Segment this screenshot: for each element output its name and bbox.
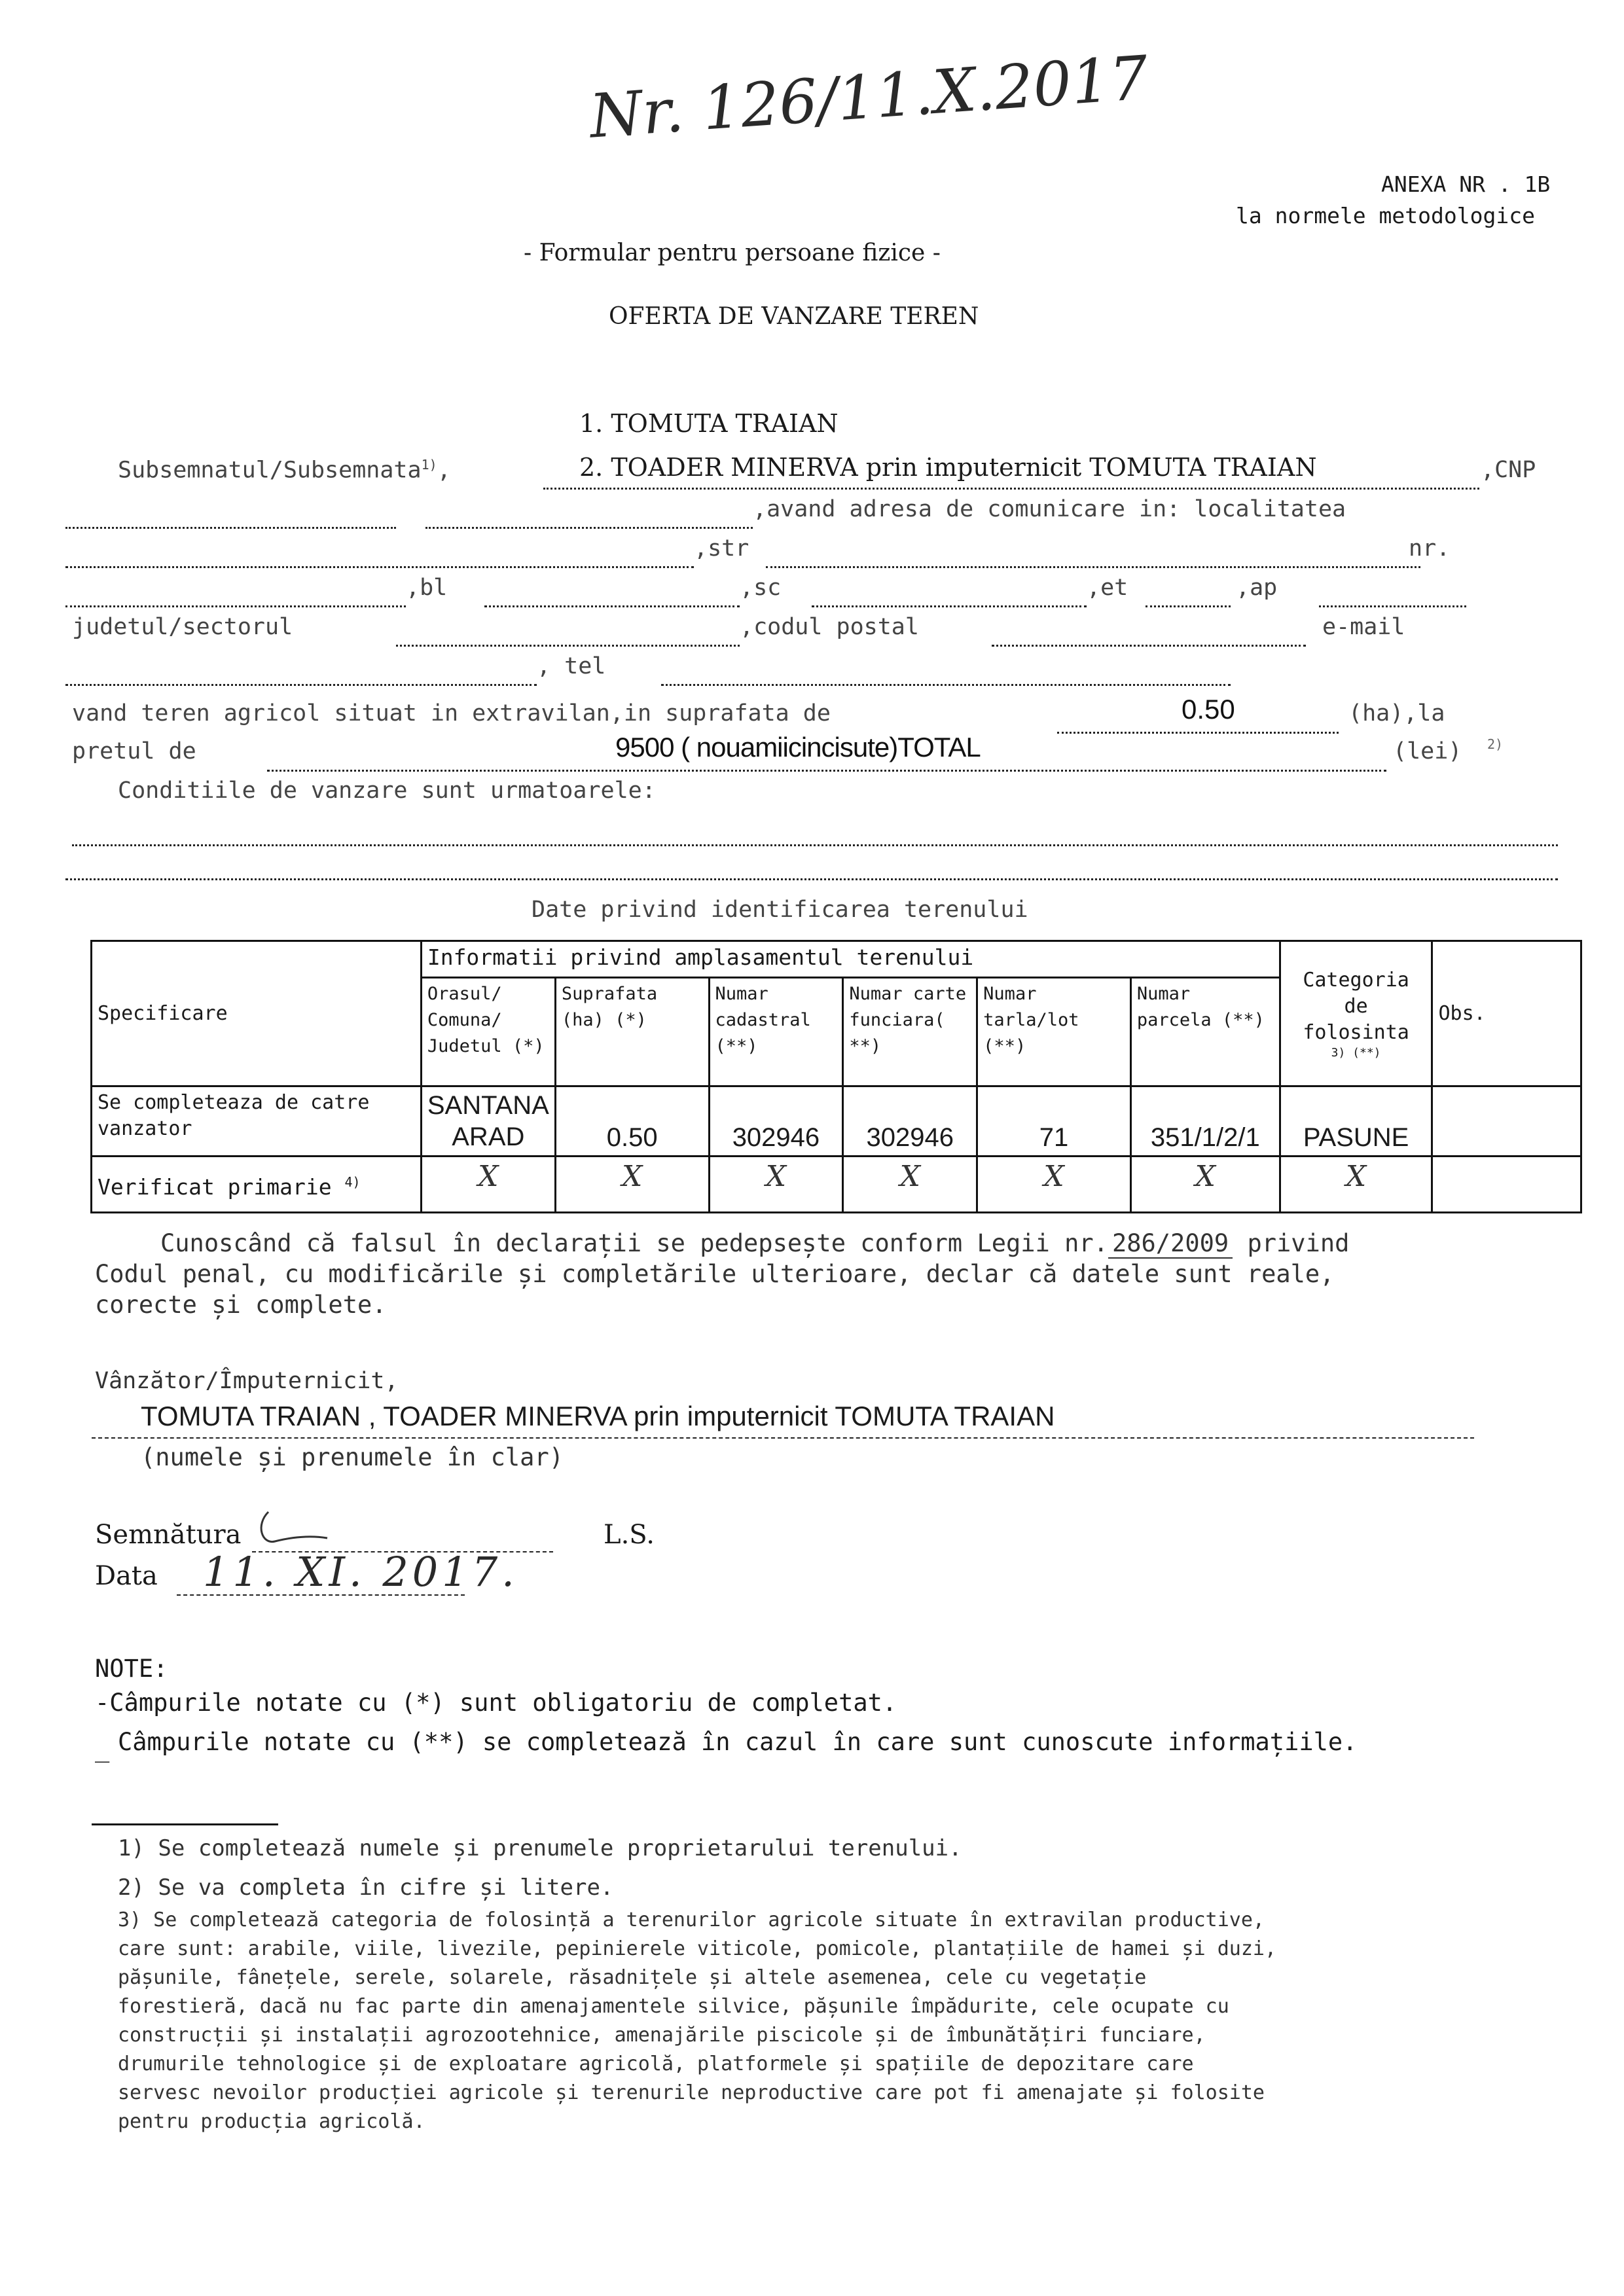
- et-label: ,et: [1087, 575, 1128, 601]
- check-categoria: X: [1280, 1157, 1432, 1213]
- obs-header: Obs.: [1432, 941, 1581, 1086]
- cnp-label: ,CNP: [1481, 457, 1536, 483]
- notes-heading: NOTE:: [95, 1655, 168, 1683]
- cod-postal-label: ,codul postal: [740, 614, 919, 640]
- owner-1: 1. TOMUTA TRAIAN: [579, 409, 839, 438]
- annex-number: ANEXA NR . 1B: [1381, 171, 1551, 197]
- check-tarla: X: [977, 1157, 1131, 1213]
- suprafata-value[interactable]: 0.50: [1182, 694, 1235, 725]
- cell-parcela[interactable]: 351/1/2/1: [1130, 1086, 1280, 1157]
- check-suprafata: X: [555, 1157, 709, 1213]
- nr-label: nr.: [1409, 535, 1451, 562]
- cod-postal-dotline: [992, 645, 1306, 647]
- ls-label: L.S.: [604, 1520, 655, 1550]
- land-identification-table: [90, 940, 1582, 1213]
- note-2: Câmpurile notate cu (**) se completează în cazul în care sunt cunoscute informațiile.: [118, 1728, 1358, 1756]
- note-2-bullet: _: [95, 1734, 110, 1763]
- note-1: -Câmpurile notate cu (*) sunt obligatoriu de completat.: [95, 1689, 897, 1717]
- declaration-line-2: Codul penal, cu modificările și completările ulterioare, declar că datele sunt reale,: [95, 1260, 1335, 1288]
- date-privind-label: Date privind identificarea terenului: [532, 897, 1028, 923]
- seller-name[interactable]: TOMUTA TRAIAN , TOADER MINERVA prin imputernicit TOMUTA TRAIAN: [141, 1401, 1055, 1431]
- lei-label: (lei): [1393, 738, 1462, 764]
- declaration-line-3: corecte și complete.: [95, 1291, 387, 1319]
- judetul-label: judetul/sectorul: [72, 614, 293, 640]
- tel-dotline: [661, 684, 1231, 686]
- conditii-dotline-1: [72, 844, 1558, 846]
- col-oras-header: Orasul/ Comuna/ Judetul (*): [421, 978, 555, 1086]
- cell-categoria[interactable]: PASUNE: [1280, 1086, 1432, 1157]
- page-title: OFERTA DE VANZARE TEREN: [609, 303, 979, 330]
- nr-dotline: [65, 605, 406, 607]
- conditii-label: Conditiile de vanzare sunt urmatoarele:: [118, 778, 656, 804]
- bl-label: ,bl: [406, 575, 448, 601]
- sc-label: ,sc: [740, 575, 782, 601]
- cell-oras[interactable]: SANTANA ARAD: [421, 1086, 555, 1157]
- seller-dashline: [92, 1437, 1474, 1439]
- annex-subtitle: la normele metodologice: [1236, 203, 1535, 228]
- col-parcela-header: Numar parcela (**): [1130, 978, 1280, 1086]
- col-carte-header: Numar carte funciara( **): [843, 978, 977, 1086]
- tel-label: , tel: [537, 653, 606, 679]
- check-cadastral: X: [709, 1157, 843, 1213]
- lei-footnote: 2): [1487, 736, 1504, 752]
- ha-label: (ha),la: [1348, 700, 1445, 726]
- judetul-dotline: [396, 645, 740, 647]
- check-carte: X: [843, 1157, 977, 1213]
- form-type: - Formular pentru persoane fizice -: [524, 240, 941, 266]
- cell-tarla[interactable]: 71: [977, 1086, 1131, 1157]
- specificare-header: Specificare: [92, 941, 422, 1086]
- row-primarie-label: Verificat primarie $^{4)}$: [92, 1157, 422, 1213]
- declaration-line-1: Cunoscând că falsul în declarații se pedepsește conform Legii nr. 286/2009 privind: [160, 1229, 1350, 1257]
- cell-cadastral[interactable]: 302946: [709, 1086, 843, 1157]
- data-dashline: [177, 1594, 465, 1596]
- email-label: e-mail: [1322, 614, 1405, 640]
- bl-dotline: [484, 605, 740, 607]
- cell-suprafata[interactable]: 0.50: [555, 1086, 709, 1157]
- address-label: ,avand adresa de comunicare in: localitatea: [753, 496, 1346, 522]
- data-label: Data: [95, 1561, 158, 1591]
- cnp-dotline: [65, 527, 396, 529]
- cnp-dotline-2: [425, 527, 753, 529]
- subsemnatul-label: Subsemnatul/Subsemnata$^{1)}$,: [118, 457, 451, 484]
- localitate-dotline: [65, 566, 694, 568]
- signature-mark: [249, 1505, 445, 1558]
- categoria-header: Categoria de folosinta 3) (**): [1280, 941, 1432, 1086]
- cell-carte[interactable]: 302946: [843, 1086, 977, 1157]
- email-dotline: [65, 684, 537, 686]
- seller-caption: (numele și prenumele în clar): [141, 1443, 564, 1471]
- vand-label: vand teren agricol situat in extravilan,in suprafata de: [72, 700, 831, 726]
- check-oras: X: [421, 1157, 555, 1213]
- et-dotline: [1146, 605, 1231, 607]
- str-label: ,str: [694, 535, 749, 562]
- suprafata-dotline: [1057, 732, 1339, 734]
- pretul-label: pretul de: [72, 738, 196, 764]
- col-cadastral-header: Numar cadastral (**): [709, 978, 843, 1086]
- pret-value[interactable]: 9500 ( nouamiicincisute)TOTAL: [615, 732, 981, 762]
- col-suprafata-header: Suprafata (ha) (*): [555, 978, 709, 1086]
- col-tarla-header: Numar tarla/lot (**): [977, 978, 1131, 1086]
- str-dotline: [766, 566, 1420, 568]
- check-obs: [1432, 1157, 1581, 1213]
- pret-dotline: [267, 770, 1386, 772]
- owner-dotline: [543, 488, 1479, 490]
- row-vanzator-label: Se completeaza de catre vanzator: [92, 1086, 422, 1157]
- ap-label: ,ap: [1236, 575, 1278, 601]
- footnote-1: 1) Se completează numele și prenumele proprietarului terenului.: [118, 1835, 962, 1861]
- check-parcela: X: [1130, 1157, 1280, 1213]
- semnatura-label: Semnătura: [95, 1520, 242, 1550]
- footnote-3: 3) Se completează categoria de folosință a terenurilor agricole situate în extravilan productive, care sunt: arabile, viile, livezile, pepinierele viticole, pomicole, plantațiile de hamei și duzi, pășunile, fânețele, serele, solarele, răsadnițele și altele asemenea, cele cu vegetație forestieră, dacă nu fac parte din amenajamentele silvice, pășunile împădurite, cele ocupate cu construcții și instalații agrozootehnice, amenajările piscicole și de îmbunătățiri funciare, drumurile tehnologice și de exploatare agricolă, platformele și spațiile de depozitare care servesc nevoilor producției agricole și terenurile neproductive care pot fi amenajate și folosite pentru producția agricolă.: [118, 1909, 1277, 2133]
- seller-label: Vânzător/Împuternicit,: [95, 1368, 399, 1394]
- footnote-separator: [92, 1823, 278, 1825]
- conditii-dotline-2: [65, 878, 1558, 880]
- owner-2: 2. TOADER MINERVA prin imputernicit TOMUTA TRAIAN: [579, 453, 1317, 482]
- handwritten-registration: Nr. 126/11.X.2017: [587, 43, 1151, 152]
- sc-dotline: [812, 605, 1087, 607]
- data-value[interactable]: 11. XI. 2017.: [203, 1548, 518, 1596]
- ap-dotline: [1319, 605, 1466, 607]
- cell-obs[interactable]: [1432, 1086, 1581, 1157]
- footnote-2: 2) Se va completa în cifre și litere.: [118, 1874, 614, 1901]
- info-header: Informatii privind amplasamentul terenului: [421, 941, 1280, 978]
